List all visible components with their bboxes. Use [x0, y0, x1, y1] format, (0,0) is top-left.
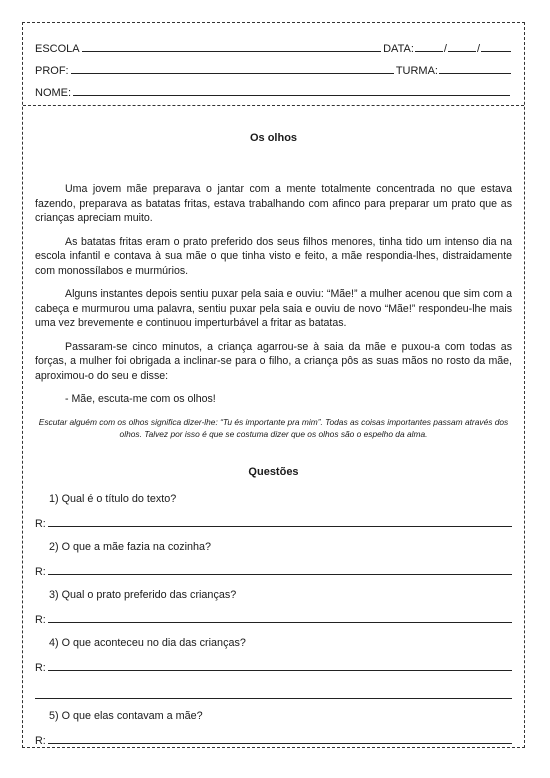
story-paragraph: Uma jovem mãe preparava o jantar com a mente totalmente concentrada no que estava fazendo, preparava as batatas fritas, estava trabalhando com afinco para preparar um prato que as crianças apreciam muito. — [35, 183, 512, 224]
answer-field-1[interactable] — [48, 526, 512, 527]
answer-field-5[interactable] — [48, 743, 512, 744]
question-4: 4) O que aconteceu no dia das crianças? — [49, 636, 246, 649]
answer-row-1 — [35, 510, 512, 530]
question-1: 1) Qual é o título do texto? — [49, 492, 177, 505]
answer-field-4[interactable] — [48, 670, 512, 671]
answer-label: R: — [35, 517, 46, 530]
name-field[interactable] — [73, 95, 510, 96]
school-label: ESCOLA — [35, 43, 80, 55]
question-list — [35, 488, 512, 747]
story-body — [35, 182, 512, 440]
answer-label: R: — [35, 565, 46, 578]
header-divider — [23, 105, 524, 106]
teacher-row — [35, 55, 512, 77]
story-title: Os olhos — [249, 132, 298, 144]
worksheet — [22, 22, 525, 748]
answer-field-2[interactable] — [48, 574, 512, 575]
question-3: 3) Qual o prato preferido das crianças? — [49, 588, 237, 601]
name-row — [35, 77, 512, 99]
answer-row-3 — [35, 606, 512, 626]
date-month-field[interactable] — [448, 51, 476, 52]
answer-field-3[interactable] — [48, 622, 512, 623]
class-field[interactable] — [439, 73, 511, 74]
teacher-field[interactable] — [71, 73, 394, 74]
answer-row-4 — [35, 654, 512, 674]
answer-row-2 — [35, 558, 512, 578]
teacher-label: PROF: — [35, 65, 69, 77]
answer-label: R: — [35, 613, 46, 626]
class-label: TURMA: — [395, 65, 438, 77]
answer-field-4-extra[interactable] — [35, 680, 512, 699]
story-paragraph: Passaram-se cinco minutos, a criança agarrou-se à saia da mãe e puxou-a com todas as forças, a mulher foi obrigada a inclinar-se para o filho, a criança pôs as suas mãos no rosto da mãe, aproximou-o do seu e disse: — [35, 340, 512, 382]
date-separator: / — [476, 43, 480, 55]
story-paragraph: As batatas fritas eram o prato preferido dos seus filhos menores, tinha tido um intenso dia na escola infantil e contava à sua mãe o que tinha visto e feito, a mãe respondia-lhes, distraidamente com monossílabos e murmúrios. — [35, 235, 512, 277]
story-note: Escutar alguém com os olhos significa dizer-lhe: “Tu és importante pra mim”. Todas as coisas importantes passam através dos olhos. Talvez por isso é que se costuma dizer que os olhos são o espelho da alma. — [38, 416, 509, 439]
date-label: DATA: — [383, 43, 414, 55]
question-5: 5) O que elas contavam a mãe? — [49, 709, 203, 722]
answer-row-5 — [35, 727, 512, 747]
answer-label: R: — [35, 734, 46, 747]
date-year-field[interactable] — [481, 51, 511, 52]
school-row — [35, 33, 512, 55]
story-speech: - Mãe, escuta-me com os olhos! — [65, 393, 216, 405]
date-day-field[interactable] — [415, 51, 443, 52]
name-label: NOME: — [35, 87, 72, 99]
story-paragraph: Alguns instantes depois sentiu puxar pela saia e ouviu: “Mãe!” a mulher acenou que sim com a cabeça e murmurou uma palavra, sentiu puxar pela saia e ouviu de novo “Mãe!” respondeu-lhe mais uma vez brevemente e continuou imperturbável a fritar as batatas. — [35, 288, 512, 329]
school-field[interactable] — [82, 51, 381, 52]
answer-label: R: — [35, 661, 46, 674]
questions-title: Questões — [248, 465, 299, 478]
question-2: 2) O que a mãe fazia na cozinha? — [49, 540, 212, 553]
date-separator: / — [443, 43, 447, 55]
